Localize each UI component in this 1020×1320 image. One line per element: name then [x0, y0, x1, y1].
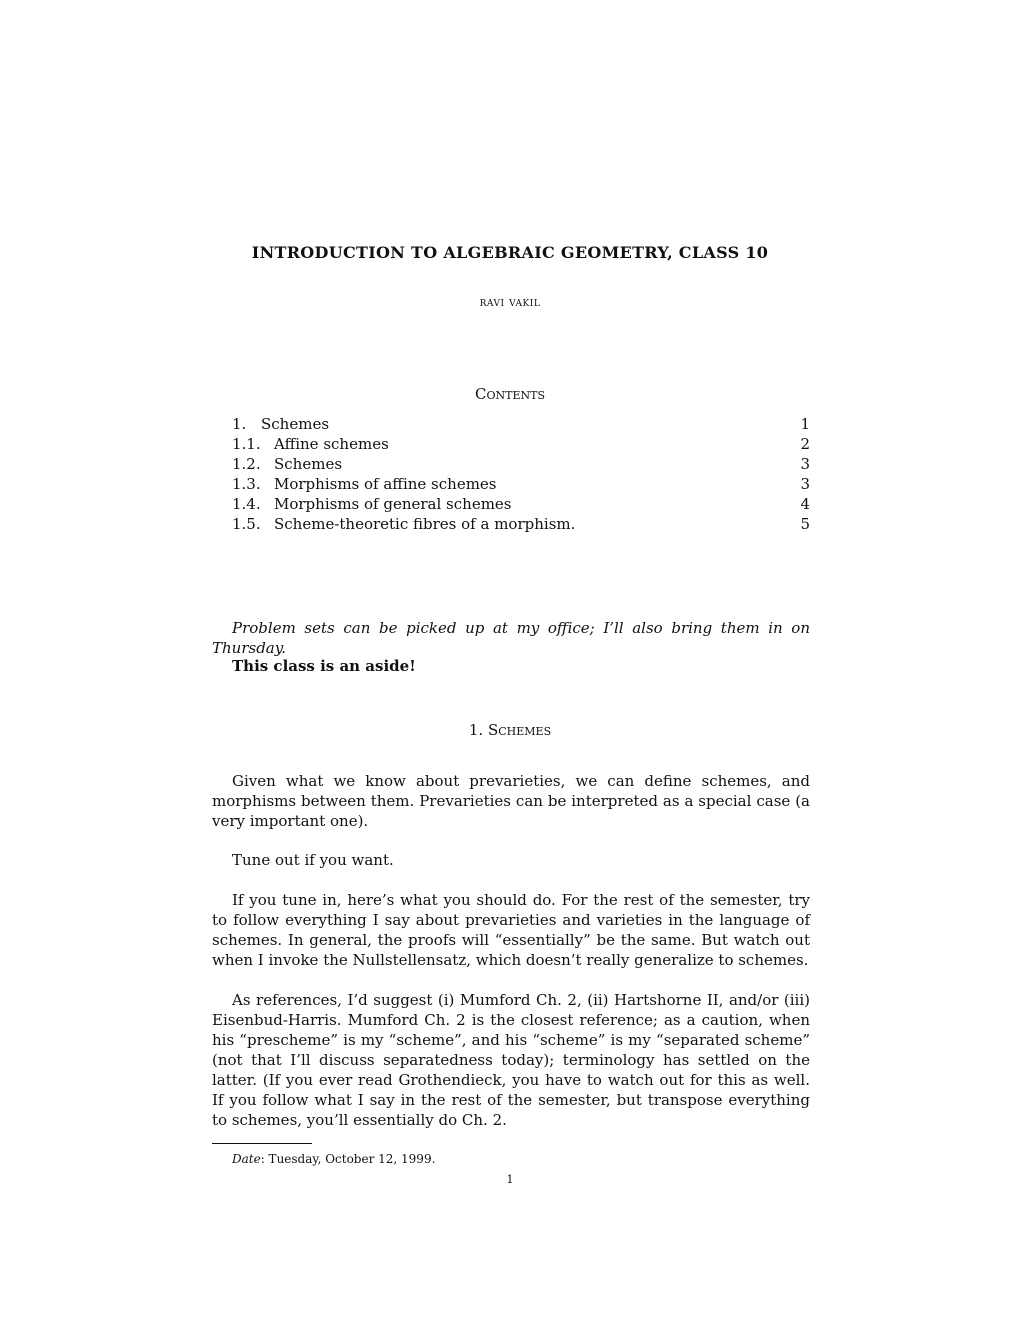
toc-entry-page: 4 [800, 495, 810, 513]
page-number: 1 [506, 1173, 514, 1186]
toc-entry-number: 1.5. [232, 515, 261, 533]
footnote [232, 1152, 435, 1166]
toc-entry-number: 1.1. [232, 435, 261, 453]
toc-entry-title: Affine schemes [274, 435, 389, 453]
body-paragraph: As references, I’d suggest (i) Mumford Ch. 2, (ii) Hartshorne II, and/or (iii) Eisenbud-Harris. Mumford Ch. 2 is the closest reference; as a caution, when his “prescheme” is my “scheme”, and his “scheme” is my “separated scheme” (not that I’ll discuss separatedness today); terminology has settled on the latter. (If you ever read Grothendieck, you have to watch out for this as well. If you follow what I say in the rest of the semester, but transpose everything to schemes, you’ll essentially do Ch. 2. [212, 991, 810, 1129]
table-of-contents [232, 414, 810, 534]
toc-entry[interactable] [232, 454, 810, 474]
toc-entry-number: 1.4. [232, 495, 261, 513]
body-paragraph: Given what we know about prevarieties, we can define schemes, and morphisms between them. Prevarieties can be interpreted as a special case (a very important one). [212, 772, 810, 830]
author-name: ravi vakil [479, 295, 541, 310]
toc-entry[interactable] [232, 414, 810, 434]
section-heading: 1. Schemes [468, 721, 552, 739]
toc-entry-page: 3 [800, 455, 810, 473]
toc-entry[interactable] [232, 494, 810, 514]
footnote-text: : Tuesday, October 12, 1999. [260, 1152, 436, 1166]
toc-entry-page: 1 [800, 415, 810, 433]
body-paragraph: If you tune in, here’s what you should do. For the rest of the semester, try to follow everything I say about prevarieties and varieties in the language of schemes. In general, the proofs will “essentially” be the same. But watch out when I invoke the Nullstellensatz, which doesn’t really generalize to schemes. [212, 891, 810, 969]
toc-entry-page: 3 [800, 475, 810, 493]
footnote-rule [212, 1143, 312, 1144]
contents-heading: Contents [475, 385, 545, 403]
toc-entry-title: Schemes [274, 455, 343, 473]
toc-entry[interactable] [232, 434, 810, 454]
body-paragraph: Tune out if you want. [232, 851, 394, 869]
toc-entry-title: Morphisms of affine schemes [274, 475, 497, 493]
toc-entry-page: 2 [800, 435, 810, 453]
notice-text: Problem sets can be picked up at my office; I’ll also bring them in on Thursday. [212, 619, 810, 657]
toc-entry-number: 1.2. [232, 455, 261, 473]
toc-entry-title: Schemes [261, 415, 330, 433]
paper-title: INTRODUCTION TO ALGEBRAIC GEOMETRY, CLASS 10 [251, 243, 769, 262]
toc-entry-title: Scheme-theoretic fibres of a morphism. [274, 515, 576, 533]
toc-entry-number: 1. [232, 415, 247, 433]
toc-entry-page: 5 [800, 515, 810, 533]
toc-entry-title: Morphisms of general schemes [274, 495, 512, 513]
footnote-label: Date [232, 1152, 261, 1166]
toc-entry-number: 1.3. [232, 475, 261, 493]
aside-text: This class is an aside! [232, 657, 416, 675]
toc-entry[interactable] [232, 474, 810, 494]
toc-entry[interactable] [232, 514, 810, 534]
